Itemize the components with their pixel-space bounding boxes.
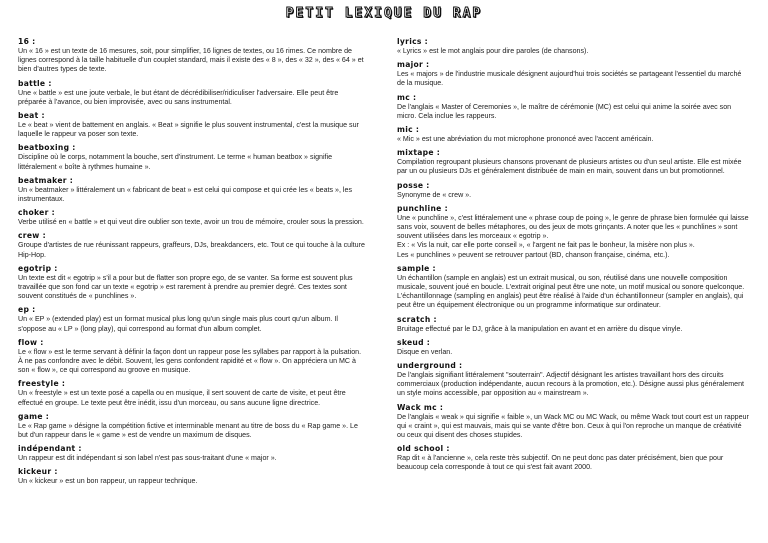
glossary-term: mic : xyxy=(397,124,749,135)
glossary-entry xyxy=(397,147,749,176)
glossary-term: indépendant : xyxy=(18,443,366,454)
glossary-entry xyxy=(397,124,749,144)
glossary-entry xyxy=(18,411,366,440)
glossary-entry xyxy=(18,36,366,75)
glossary-definition: Un « 16 » est un texte de 16 mesures, soit, pour simplifier, 16 lignes de textes, ou 16 rimes. Ce nombre de lignes correspond à la taille habituelle d'un couplet standard, mais il existe des « 8 », des « 32 », des « 64 » et bien d'autres types de texte. xyxy=(18,47,364,74)
glossary-entry xyxy=(18,304,366,333)
glossary-term: crew : xyxy=(18,230,366,241)
glossary-term: battle : xyxy=(18,78,366,89)
glossary-definition: Discipline où le corps, notamment la bouche, sert d'instrument. Le terme « human beatbox » signifie littéralement « boîte à rythmes humaine ». xyxy=(18,153,333,171)
glossary-definition: « Lyrics » est le mot anglais pour dire paroles (de chansons). xyxy=(397,47,589,55)
glossary-term: punchline : xyxy=(397,203,749,214)
glossary-definition: De l'anglais « weak » qui signifie « faible », un Wack MC ou MC Wack, ou même Wack tout court est un rappeur qui « craint », qui est mauvais, mais qui se vante d'être bon. Ceux à qui l'on reproche un manque de créativité ou ceux qui disent des choses stupides. xyxy=(397,412,749,440)
glossary-definition: Le « flow » est le terme servant à définir la façon dont un rappeur pose les syllabes par rapport à la pulsation. À ne pas confondre avec le débit. Souvent, les gens confondent rapidité et « flow ». On apprécierа un MC à son « flow », ce qui correspond au groove en musique. xyxy=(18,347,362,375)
glossary-definition: Un texte est dit « egotrip » s'il a pour but de flatter son propre ego, de se vanter. Sa forme est souvent plus travaillée que son fond car un texte « egotrip » est rarement à prendre au premier degré. Ces textes sont souvent constitués de « punchlines ». xyxy=(18,273,353,301)
glossary-definition: Un échantillon (sample en anglais) est un extrait musical, ou son, réutilisé dans une nouvelle composition musicale, souvent joué en boucle. L'extrait original peut être une note, un motif musical ou sonore quelconque. L'échantillonnage (sampling en anglais) peut être réalisé à l'aide d'un échantillonneur (sampler en anglais), qui peut être un équipement électronique ou un programme informatique sur ordinateur. xyxy=(397,273,745,310)
glossary-term: major : xyxy=(397,59,749,70)
glossary-entry xyxy=(397,360,749,399)
glossary-entry xyxy=(18,175,366,204)
glossary-term: beatboxing : xyxy=(18,142,366,153)
glossary-definition: Bruitage effectué par le DJ, grâce à la manipulation en avant et en arrière du disque vinyle. xyxy=(397,324,683,333)
glossary-entry xyxy=(397,314,749,334)
glossary-entry xyxy=(397,337,749,357)
glossary-term: ep : xyxy=(18,304,366,315)
glossary-term: mixtape : xyxy=(397,147,749,158)
glossary-term: beat : xyxy=(18,110,366,121)
glossary-entry xyxy=(18,443,366,463)
glossary-entry xyxy=(18,378,366,407)
glossary-term: old school : xyxy=(397,443,749,454)
glossary-definition: « Mic » est une abréviation du mot microphone prononcé avec l'accent américain. xyxy=(397,135,654,144)
glossary-term: sample : xyxy=(397,263,749,274)
glossary-right-column xyxy=(397,36,749,476)
glossary-entry xyxy=(397,402,749,441)
glossary-entry xyxy=(18,230,366,259)
glossary-entry xyxy=(397,36,749,56)
glossary-term: Wack mc : xyxy=(397,402,749,413)
glossary-definition: De l'anglais « Master of Ceremonies », le maître de cérémonie (MC) est celui qui anime la soirée avec son micro. Cela inclue les rappeurs. xyxy=(397,102,732,120)
page-title: PETIT LEXIQUE DU RAP xyxy=(285,6,483,21)
glossary-entry xyxy=(18,207,366,227)
glossary-entry xyxy=(18,142,366,171)
glossary-definition: Un rappeur est dit indépendant si son label n'est pas sous-traitant d'une « major ». xyxy=(18,454,277,463)
glossary-term: game : xyxy=(18,411,366,422)
glossary-term: mc : xyxy=(397,92,749,103)
glossary-term: scratch : xyxy=(397,314,749,325)
glossary-entry xyxy=(397,59,749,88)
glossary-left-column xyxy=(18,36,366,490)
glossary-term: egotrip : xyxy=(18,263,366,274)
glossary-definition: Un « beatmaker » littéralement un « fabricant de beat » est celui qui compose et qui crée les « beats », les instrumentaux. xyxy=(18,185,352,204)
glossary-entry xyxy=(397,263,749,311)
glossary-definition: Une « punchline », c'est littéralement une « phrase coup de poing », le genre de phrase bien formulée qui laisse sans voix, souvent de belles métaphores, ou des jeux de mots grinçants. A noter que les « punchlines » sont souvent utilisées dans les morceaux « egotrip ». Ex : « Vis la nuit, car elle porte conseil », « l'argent ne fait pas le bonheur, la misère non plus ». Les « punchlines » peuvent se retrouver partout (BD, chanson française, cinéma, etc.). xyxy=(397,213,749,259)
glossary-definition: Un « EP » (extended play) est un format musical plus long qu'un single mais plus court qu'un album. Il s'oppose au « LP » (long play), qui correspond au format d'un album complet. xyxy=(18,315,338,333)
glossary-entry xyxy=(397,180,749,200)
glossary-definition: Synonyme de « crew ». xyxy=(397,190,472,199)
glossary-term: underground : xyxy=(397,360,749,371)
glossary-term: freestyle : xyxy=(18,378,366,389)
glossary-entry xyxy=(397,443,749,472)
glossary-entry xyxy=(18,337,366,376)
glossary-entry xyxy=(18,110,366,139)
glossary-term: 16 : xyxy=(18,36,366,47)
glossary-definition: Compilation regroupant plusieurs chansons provenant de plusieurs artistes ou d'un seul artiste. Elle est mixée par un ou plusieurs DJs et généralement distribuée de main en main, souvent dans un but promotionnel. xyxy=(397,158,742,176)
glossary-definition: Une « battle » est une joute verbale, le but étant de décrédibiliser/ridiculiser l'adversaire. Elle peut être préparée à l'avance, ou bien improvisée, avec ou sans instrumental. xyxy=(18,88,339,106)
glossary-term: lyrics : xyxy=(397,36,749,47)
glossary-definition: Le « beat » vient de battement en anglais. « Beat » signifie le plus souvent instrumental, c'est la musique sur laquelle le rappeur va poser son texte. xyxy=(18,121,359,139)
glossary-entry xyxy=(397,92,749,121)
glossary-entry xyxy=(18,263,366,302)
glossary-definition: Groupe d'artistes de rue réunissant rappeurs, graffeurs, DJs, breakdancers, etc. Tout ce qui touche à la culture Hip-Hop. xyxy=(18,241,365,259)
glossary-definition: De l'anglais signifiant littéralement "souterrain". Adjectif désignant les artistes travaillant hors des circuits commerciaux (production indépendante, aucun recours à la promotion, etc.). Désigne aussi plus généralement un style moins accessible, par opposition au « mainstream ». xyxy=(397,371,744,398)
glossary-term: skeud : xyxy=(397,337,749,348)
glossary-entry xyxy=(18,466,366,486)
glossary-term: beatmaker : xyxy=(18,175,366,186)
glossary-definition: Un « freestyle » est un texte posé a capella ou en musique, il sert souvent de carte de visite, et peut être effectué en groupe. Le texte peut être inédit, issu d'un morceau, ou sans aucune ligne directrice. xyxy=(18,389,346,407)
glossary-term: choker : xyxy=(18,207,366,218)
glossary-definition: Rap dit « à l'ancienne », cela reste très subjectif. On ne peut donc pas dater précisément, bien que pour beaucoup cela corresponde à tout ce qui s'est fait avant 2000. xyxy=(397,454,724,472)
glossary-entry xyxy=(18,78,366,107)
glossary-definition: Disque en verlan. xyxy=(397,347,453,356)
glossary-definition: Les « majors » de l'industrie musicale désignent aujourd'hui trois sociétés se partageant l'essentiel du marché de la musique. xyxy=(397,70,742,88)
glossary-definition: Verbe utilisé en « battle » et qui veut dire oublier son texte, avoir un trou de mémoire, crouler sous la pression. xyxy=(18,218,364,227)
glossary-definition: Le « Rap game » désigne la compétition fictive et interminable menant au titre de boss du « Rap game ». Le but d'un rappeur dans le « game » est de vendre un maximum de disques. xyxy=(18,421,358,440)
glossary-entry xyxy=(397,203,749,260)
glossary-term: kickeur : xyxy=(18,466,366,477)
glossary-term: posse : xyxy=(397,180,749,191)
glossary-definition: Un « kickeur » est un bon rappeur, un rappeur technique. xyxy=(18,477,198,486)
glossary-term: flow : xyxy=(18,337,366,348)
